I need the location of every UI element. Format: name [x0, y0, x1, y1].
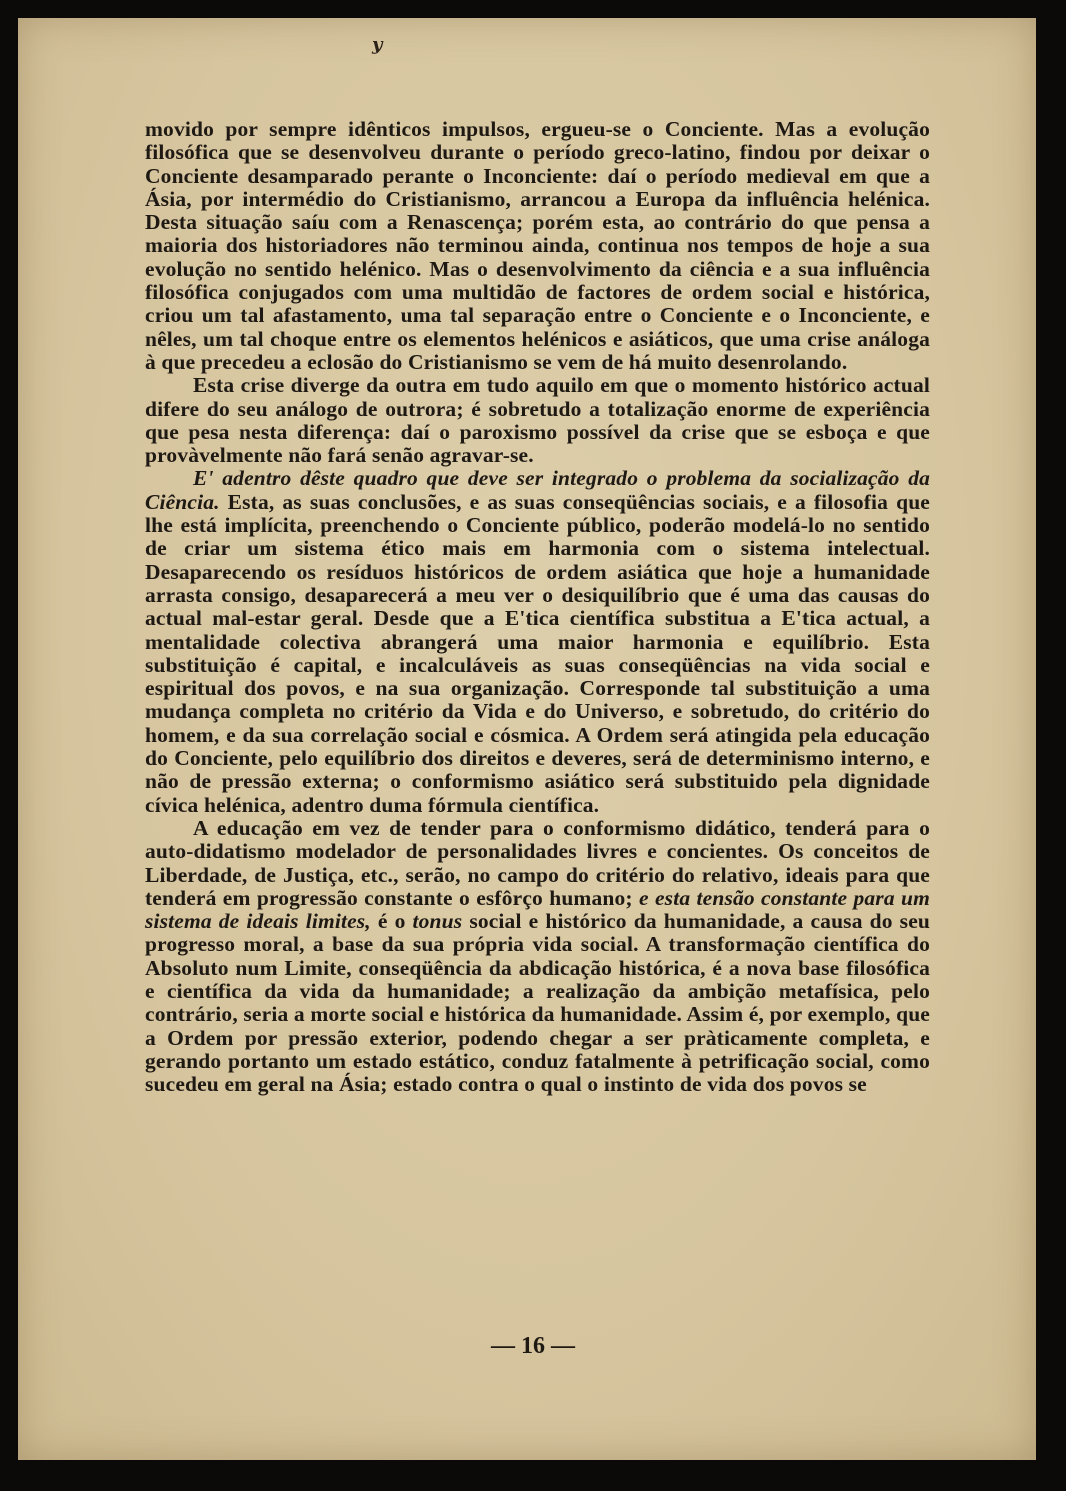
- text-segment: movido por sempre idênticos impulsos, ergueu-se o Conciente. Mas a evolução filosófica que se desenvolveu durante o período greco-latino, findou por deixar o Conciente desamparado perante o Inconciente: daí o período medieval em que a Ásia, por intermédio do Cristianismo, arrancou a Europa da influência helénica. Desta situação saíu com a Renascença; porém esta, ao contrário do que pensa a maioria dos historiadores não terminou ainda, continua nos tempos de hoje a sua evolução no sentido helénico. Mas o desenvolvimento da ciência e a sua influência filosófica conjugados com uma multidão de factores de ordem social e histórica, criou um tal afastamento, uma tal separação entre o Conciente e o Inconciente, e nêles, um tal choque entre os elementos helénicos e asiáticos, que uma crise análoga à que precedeu a eclosão do Cristianismo se vem de há muito desenrolando.: [145, 117, 930, 374]
- text-segment: Esta crise diverge da outra em tudo aquilo em que o momento histórico actual difere do seu análogo de outrora; é sobretudo a totalização enorme de experiência que pesa nesta diferença: daí o paroxismo possível da crise que se esboça e que provàvelmente não fará senão agravar-se.: [145, 373, 930, 468]
- scan-border-right: [1036, 0, 1066, 1491]
- italic-text-segment: E' adentro dêste quadro que deve ser integrado o problema da socialização da Ciência.: [145, 466, 930, 514]
- paragraph-4: [145, 817, 930, 1097]
- italic-text-segment: e esta tensão constante para um sistema de ideais limites,: [145, 885, 930, 934]
- paragraph-3: [145, 467, 930, 816]
- text-segment: é o: [370, 909, 413, 934]
- paragraph-1: [145, 118, 930, 374]
- page-number: — 16 —: [491, 1333, 575, 1359]
- paragraph-2: [145, 374, 930, 467]
- text-segment: A educação em vez de tender para o conformismo didático, tenderá para o auto-didatismo modelador de personalidades livres e concientes. Os conceitos de Liberdade, de Justiça, etc., serão, no campo do critério do relativo, ideais para que tenderá em progressão constante o esfôrço humano;: [145, 815, 930, 910]
- text-segment: Esta, as suas conclusões, e as suas conseqüências sociais, e a filosofia que lhe está implícita, preenchendo o Conciente público, poderão modelá-lo no sentido de criar um sistema ético mais em harmonia com o sistema intelectual. Desaparecendo os resíduos históricos de ordem asiática que hoje a humanidade arrasta consigo, desaparecerá a meu ver o desiquilíbrio que é uma das causas do actual mal-estar geral. Desde que a E'tica científica substitua a E'tica actual, a mentalidade colectiva abrangerá uma maior harmonia e equilíbrio. Esta substituição é capital, e incalculáveis as suas conseqüências na vida social e espiritual dos povos, e na sua organização. Corresponde tal substituição a uma mudança completa no critério da Vida e do Universo, e sobretudo, do critério do homem, e da sua correlação social e cósmica. A Ordem será atingida pela educação do Conciente, pelo equilíbrio dos direitos e deveres, será de determinismo interno, e não de pressão externa; o conformismo asiático será substituido pela dignidade cívica helénica, adentro duma fórmula científica.: [145, 489, 930, 817]
- top-mark: y: [372, 34, 383, 55]
- body-text: [145, 118, 930, 1096]
- text-segment: social e histórico da humanidade, a causa do seu progresso moral, a base da sua própria vida social. A transformação científica do Absoluto num Limite, conseqüência da abdicação histórica, é a nova base filosófica e científica da vida da humanidade; a realização da ambição metafísica, pelo contrário, seria a morte social e histórica da humanidade. Assim é, por exemplo, que a Ordem por pressão exterior, podendo chegar a ser pràticamente completa, e gerando portanto um estado estático, conduz fatalmente à petrificação social, como sucedeu em geral na Ásia; estado contra o qual o instinto de vida dos povos se: [145, 909, 930, 1097]
- italic-text-segment: tonus: [412, 909, 463, 934]
